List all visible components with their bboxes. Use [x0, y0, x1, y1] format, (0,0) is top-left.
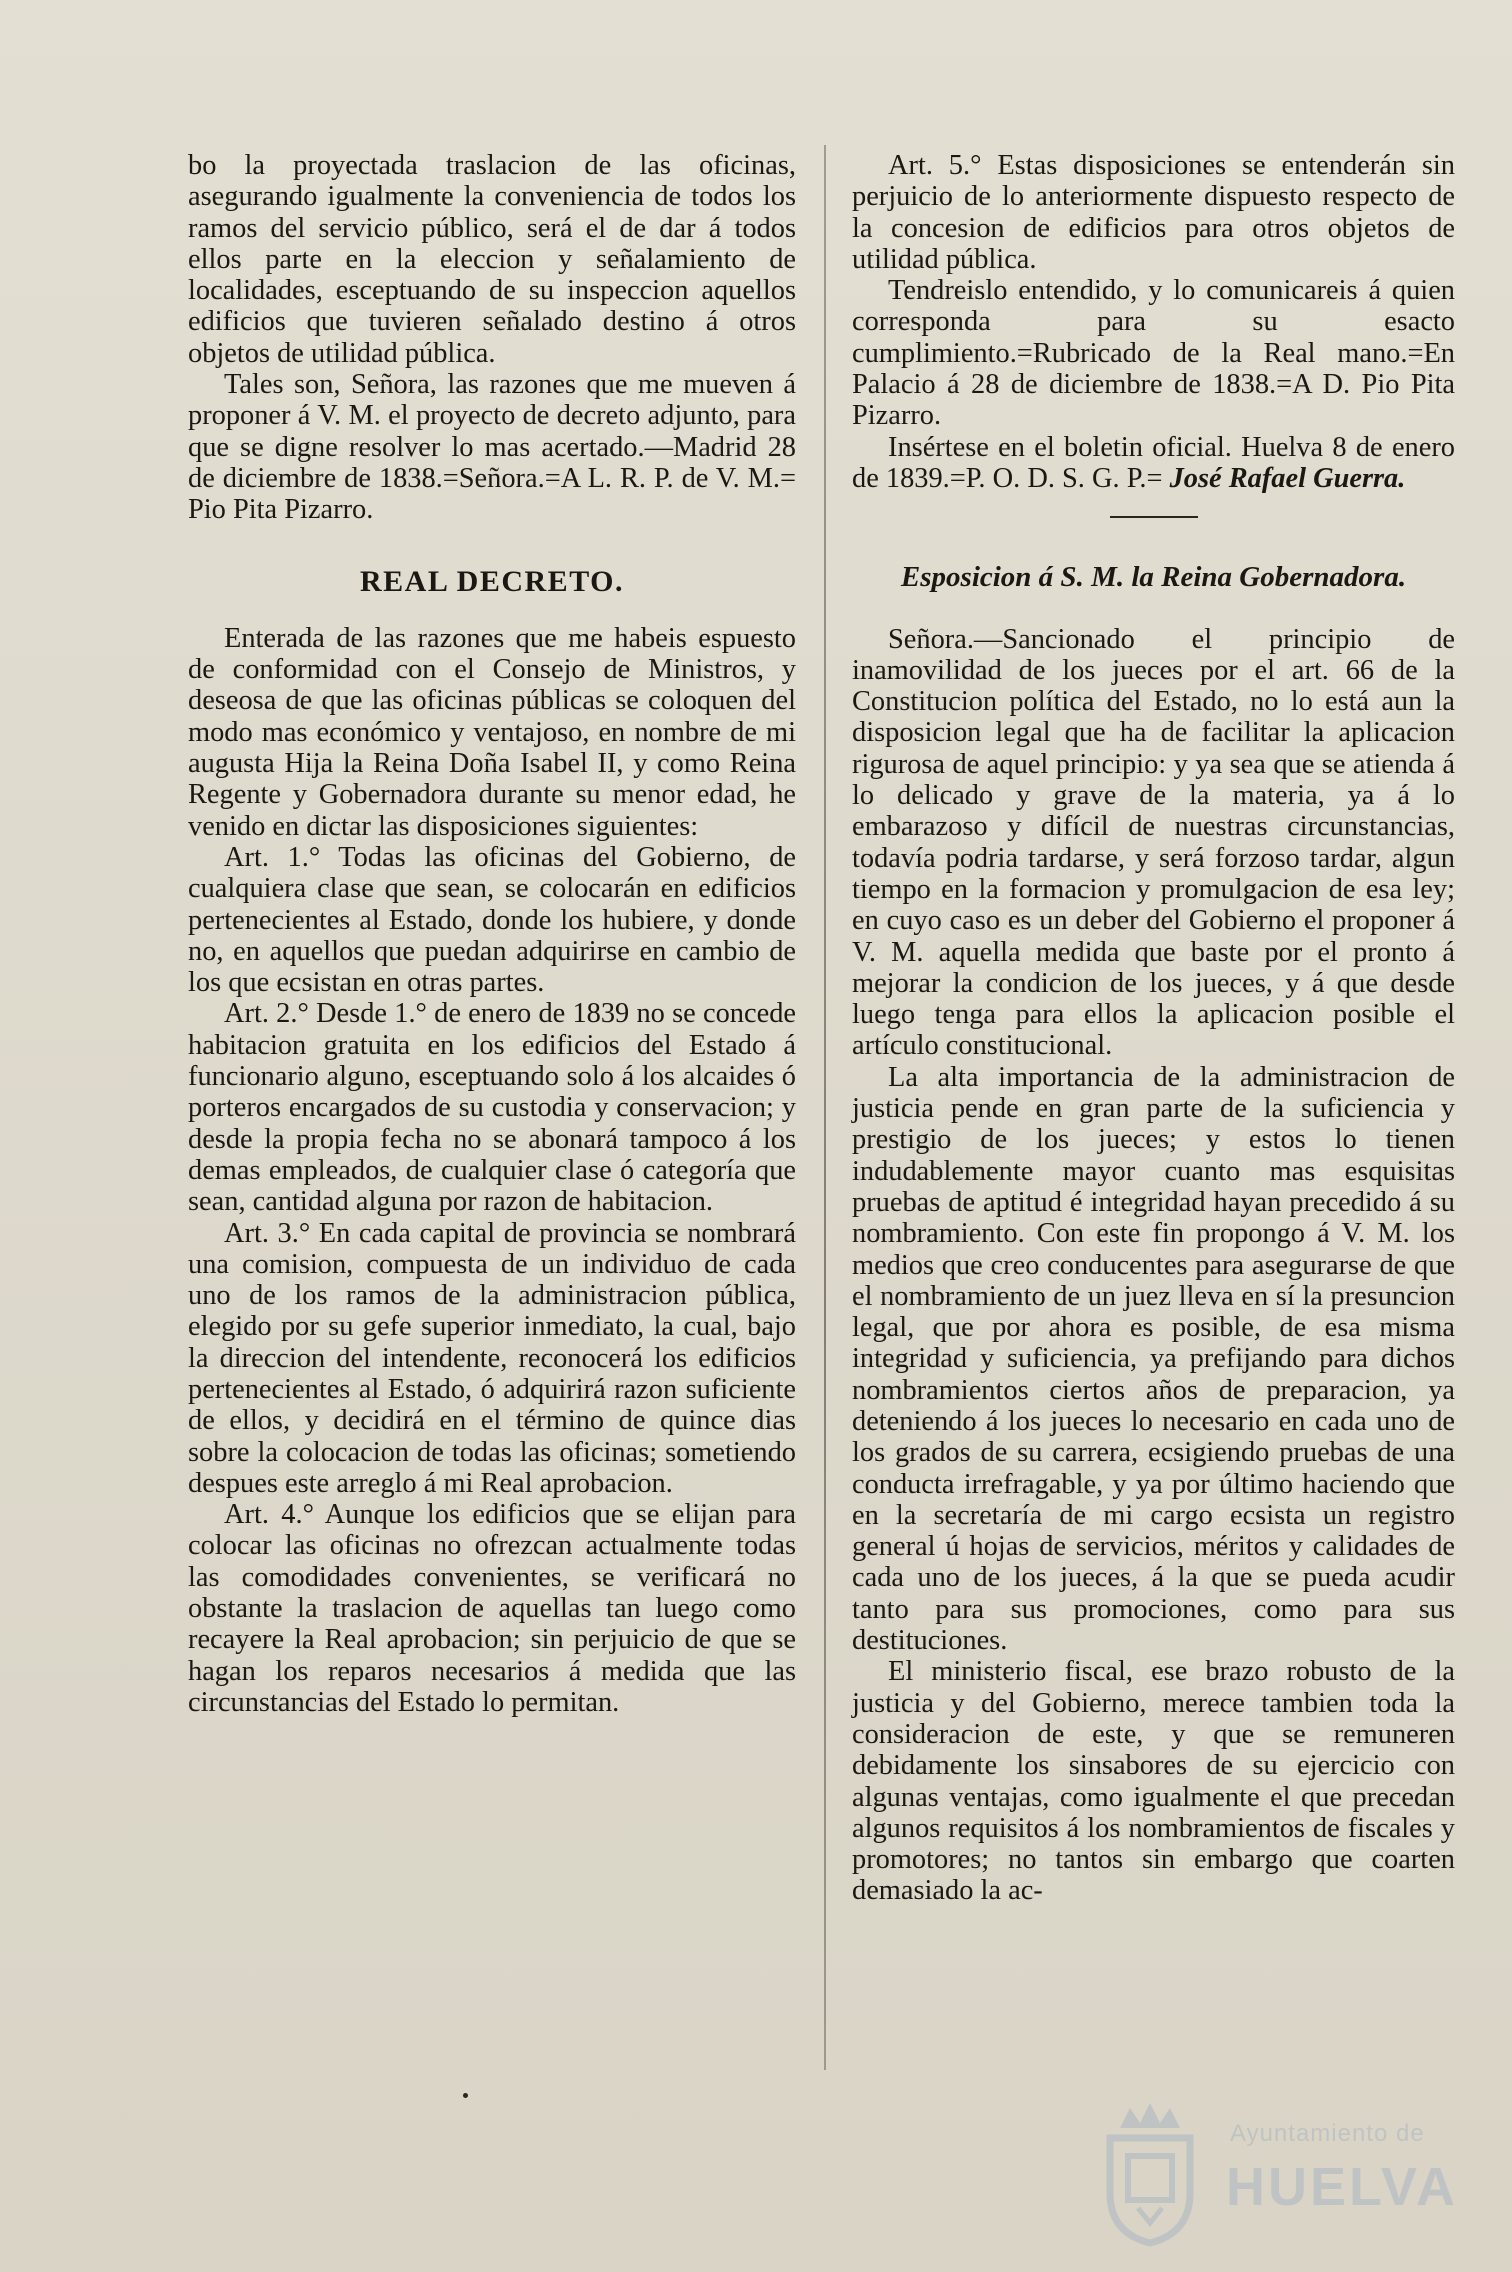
article-4-paragraph: Art. 4.° Aunque los edificios que se elijan para colocar las oficinas no ofrezcan actualmente todas las comodidades convenientes, se verificará no obstante la traslacion de aquellas tan luego como recayere la Real aprobacion; sin perjuicio de que se hagan los reparos necesarios á medida que las circunstancias del Estado lo permitan. [188, 1499, 796, 1718]
section-rule [1110, 516, 1198, 518]
publication-order-text: Insértese en el boletin oficial. Huelva 8 de enero de 1839.=P. O. D. S. G. P.= [852, 431, 1455, 494]
decree-signoff-paragraph: Tendreislo entendido, y lo comunicareis á quien corresponda para su esacto cumplimiento.=Rubricado de la Real mano.=En Palacio á 28 de diciembre de 1838.=A D. Pio Pita Pizarro. [852, 275, 1455, 432]
article-1-paragraph: Art. 1.° Todas las oficinas del Gobierno, de cualquiera clase que sean, se colocarán en edificios pertenecientes al Estado, donde los hubiere, y donde no, en aquellos que puedan adquirirse en cambio de los que ecsistan en otras partes. [188, 841, 796, 999]
right-text-column [852, 150, 1455, 1907]
page-mark-dot [463, 2093, 468, 2098]
closing-paragraph: Tales son, Señora, las razones que me mueven á proponer á V. M. el proyecto de decreto adjunto, para que se digne resolver lo mas acertado.—Madrid 28 de diciembre de 1838.=Señora.=A L. R. P. de V. M.= Pio Pita Pizarro. [188, 369, 796, 526]
publication-order-paragraph [852, 432, 1455, 495]
article-3-paragraph: Art. 3.° En cada capital de provincia se nombrará una comision, compuesta de un individuo de cada uno de los ramos de la administracion pública, elegido por su gefe superior inmediato, la cual, bajo la direccion del intendente, reconocerá los edificios pertenecientes al Estado, ó adquirirá razon suficiente de ellos, y decidirá en el término de quince dias sobre la colocacion de todas las oficinas; sometiendo despues este arreglo á mi Real aprobacion. [188, 1217, 796, 1499]
publication-signature: José Rafael Guerra. [1169, 462, 1406, 494]
watermark-line-1: Ayuntamiento de [1230, 2120, 1425, 2147]
column-divider [824, 145, 826, 2070]
intro-continuation-paragraph: bo la proyectada traslacion de las oficinas, asegurando igualmente la conveniencia de todos los ramos del servicio público, será el de dar á todos ellos parte en la eleccion y señalamiento de localidades, esceptuando de su inspeccion aquellos edificios que tuvieren señalado destino á otros objetos de utilidad pública. [188, 150, 796, 369]
article-5-paragraph: Art. 5.° Estas disposiciones se entenderán sin perjuicio de lo anteriormente dispuesto respecto de la concesion de edificios para otros objetos de utilidad pública. [852, 150, 1455, 275]
exposition-paragraph-3: El ministerio fiscal, ese brazo robusto de la justicia y del Gobierno, merece tambien toda la consideracion de este, y que se remuneren debidamente los sinsabores de su ejercicio con algunas ventajas, como igualmente el que precedan algunos requisitos á los nombramientos de fiscales y promotores; no tantos sin embargo que coarten demasiado la ac- [852, 1656, 1455, 1907]
article-2-paragraph: Art. 2.° Desde 1.° de enero de 1839 no se concede habitacion gratuita en los edificios del Estado á funcionario alguno, esceptuando solo á los alcaides ó porteros encargados de su custodia y conservacion; y desde la propia fecha no se abonará tampoco á los demas empleados, de cualquier clase ó categoría que sean, cantidad alguna por razon de habitacion. [188, 998, 796, 1218]
coat-of-arms-icon [1090, 2098, 1210, 2248]
exposition-heading: Esposicion á S. M. la Reina Gobernadora. [900, 561, 1407, 594]
decree-heading: REAL DECRETO. [359, 564, 624, 598]
left-text-column [188, 150, 796, 1718]
archive-watermark [1090, 2098, 1458, 2248]
exposition-paragraph-2: La alta importancia de la administracion de justicia pende en gran parte de la suficiencia y prestigio de los jueces; y estos lo tienen indudablemente mayor cuanto mas esquisitas pruebas de aptitud é integridad hayan precedido á su nombramiento. Con este fin propongo á V. M. los medios que creo conducentes para asegurarse de que el nombramiento de un juez lleva en sí la presuncion legal, que por ahora es posible, de esa misma integridad y suficiencia, ya prefijando para dichos nombramientos ciertos años de preparacion, ya deteniendo á los jueces lo necesario en cada uno de los grados de su carrera, ecsigiendo pruebas de una conducta irrefragable, y ya por último haciendo que en la secretaría de mi cargo ecsista un registro general ú hojas de servicios, méritos y calidades de cada uno de los jueces, á la que se pueda acudir tanto para sus promociones, como para sus destituciones. [852, 1061, 1455, 1657]
decree-preamble-paragraph: Enterada de las razones que me habeis espuesto de conformidad con el Consejo de Ministros, y deseosa de que las oficinas públicas se coloquen del modo mas económico y ventajoso, en nombre de mi augusta Hija la Reina Doña Isabel II, y como Reina Regente y Gobernadora durante su menor edad, he venido en dictar las disposiciones siguientes: [188, 622, 796, 842]
watermark-line-2: HUELVA [1226, 2157, 1458, 2217]
exposition-paragraph-1: Señora.—Sancionado el principio de inamovilidad de los jueces por el art. 66 de la Constitucion política del Estado, no lo está aun la disposicion legal que ha de facilitar la aplicacion rigurosa de aquel principio: y ya sea que se atienda á lo delicado y grave de la materia, ya á lo embarazoso y difícil de nuestras circunstancias, todavía podria tardarse, y será forzoso tardar, algun tiempo en la formacion y promulgacion de esa ley; en cuyo caso es un deber del Gobierno el proponer á V. M. aquella medida que baste por el pronto á mejorar la condicion de los jueces, y á que desde luego tenga para ellos la aplicacion posible el artículo constitucional. [852, 623, 1455, 1062]
